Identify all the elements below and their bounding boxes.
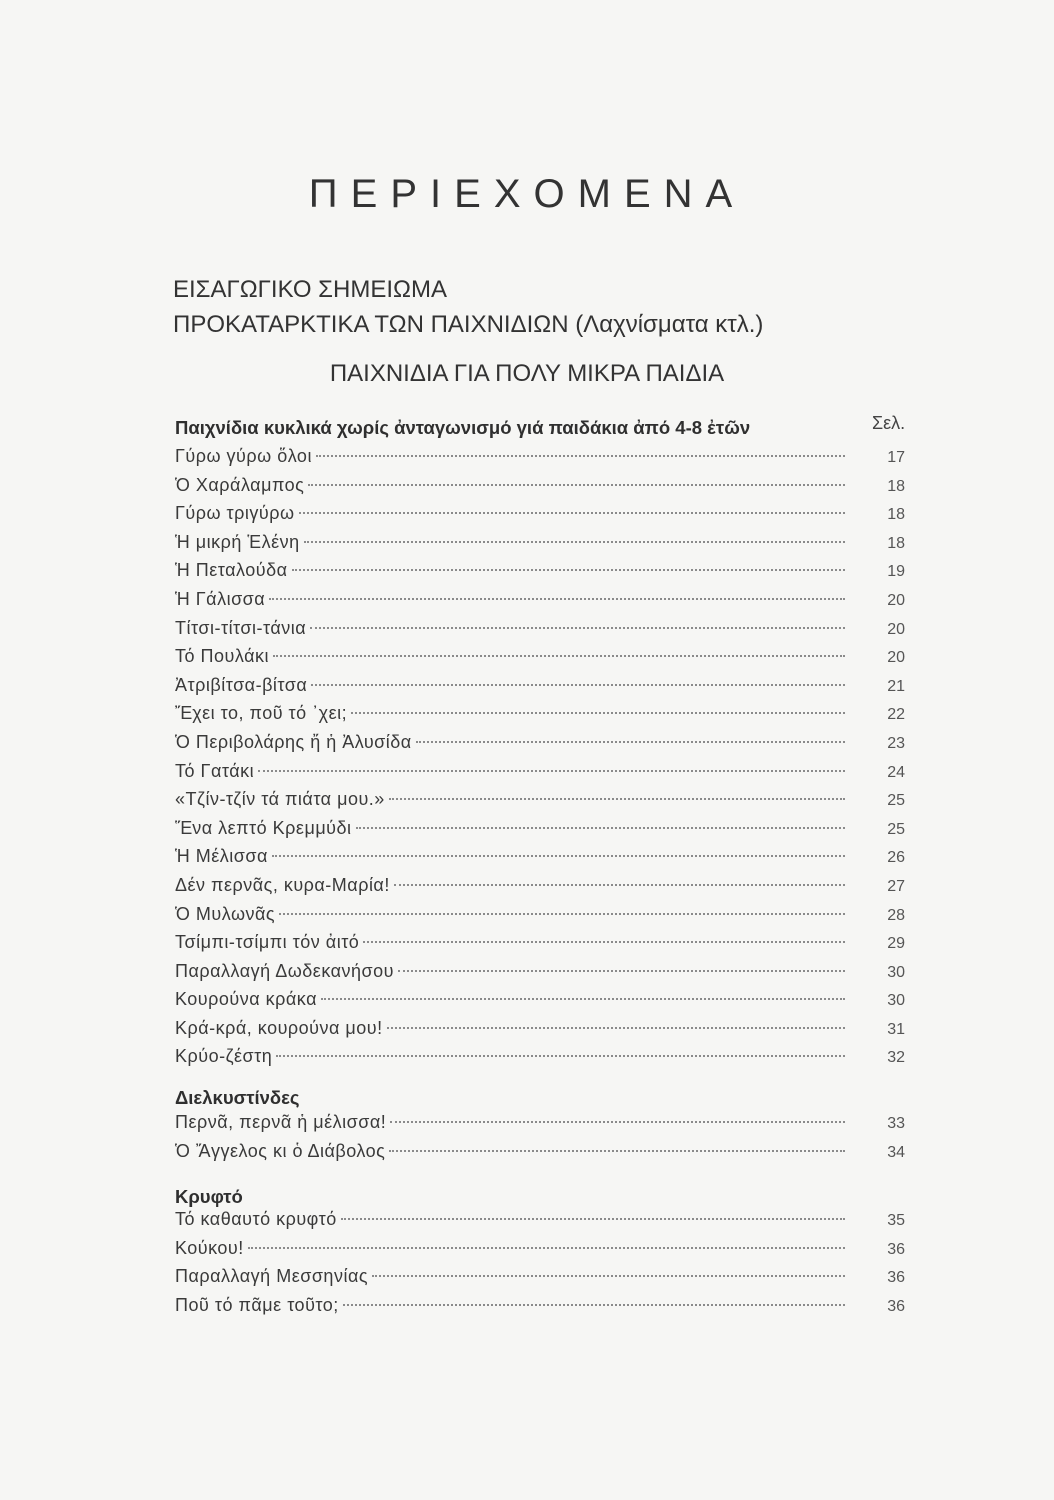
toc-entry-title: Ὁ Περιβολάρης ἤ ἡ Ἀλυσίδα: [175, 731, 412, 752]
toc-entry-title: Τίτσι-τίτσι-τάνια: [175, 617, 307, 638]
toc-entry-title: Κούκου!: [175, 1237, 244, 1258]
page-column-label: Σελ.: [872, 413, 906, 433]
toc-entry-title: Ποῦ τό πᾶμε τοῦτο;: [175, 1294, 339, 1315]
toc-entry-title: Γύρω γύρω ὅλοι: [175, 446, 312, 466]
toc-entry-title: Γύρω τριγύρω: [175, 503, 295, 524]
dot-leader: [390, 1121, 845, 1123]
dot-leader: [310, 627, 845, 629]
toc-entry: [175, 875, 915, 904]
toc-entry-page: 17: [887, 449, 905, 466]
toc-entry-page: 30: [887, 992, 905, 1010]
toc-entry: [175, 475, 915, 504]
dot-leader: [372, 1275, 845, 1277]
preliminaries-heading: ΠΡΟΚΑΤΑΡΚΤΙΚΑ ΤΩΝ ΠΑΙΧΝΙΔΙΩΝ (Λαχνίσματα κτλ.): [173, 311, 764, 338]
toc-entry-page: 26: [887, 849, 905, 867]
dot-leader: [387, 1027, 845, 1029]
toc-list-tug-of-war: [175, 1112, 915, 1169]
dot-leader: [394, 884, 845, 886]
toc-entry-page: 25: [887, 820, 905, 838]
toc-entry: [175, 560, 915, 589]
toc-entry: [175, 1238, 915, 1267]
toc-list-hide-and-seek: [175, 1209, 915, 1323]
toc-entry-title: Ἡ Πεταλούδα: [175, 560, 288, 581]
dot-leader: [416, 741, 845, 743]
toc-entry-page: 33: [887, 1115, 905, 1132]
dot-leader: [299, 512, 845, 514]
toc-entry-page: 36: [887, 1297, 905, 1315]
toc-entry-title: Ἡ Μέλισσα: [175, 846, 268, 867]
section-heading: ΠΑΙΧΝΙΔΙΑ ΓΙΑ ΠΟΛΥ ΜΙΚΡΑ ΠΑΙΔΙΑ: [329, 360, 725, 387]
toc-entry-page: 36: [887, 1240, 905, 1258]
dot-leader: [308, 484, 845, 486]
toc-entry: [175, 1018, 915, 1047]
toc-entry-page: 22: [887, 706, 905, 724]
toc-entry: [175, 961, 915, 990]
dot-leader: [316, 455, 845, 457]
toc-list-circle-games: [175, 446, 915, 1075]
toc-entry-page: 23: [887, 734, 905, 752]
toc-entry-page: 18: [887, 477, 905, 495]
dot-leader: [272, 855, 845, 857]
toc-entry-page: 25: [887, 792, 905, 810]
toc-entry: [175, 789, 915, 818]
toc-entry: [175, 1112, 915, 1141]
dot-leader: [258, 770, 845, 772]
toc-entry: [175, 646, 915, 675]
dot-leader: [248, 1247, 845, 1249]
toc-entry: [175, 989, 915, 1018]
toc-entry: [175, 932, 915, 961]
toc-entry: [175, 1046, 915, 1075]
dot-leader: [311, 684, 845, 686]
toc-entry-title: Τό Γατάκι: [175, 760, 255, 781]
toc-entry: [175, 503, 915, 532]
toc-entry: [175, 589, 915, 618]
dot-leader: [351, 712, 845, 714]
toc-entry-title: Κρύο-ζέστη: [175, 1046, 273, 1067]
toc-entry-page: 20: [887, 649, 905, 667]
toc-entry-page: 24: [887, 763, 905, 781]
group-title-circle-games: Παιχνίδια κυκλικά χωρίς ἀνταγωνισμό γιά παιδάκια ἀπό 4-8 ἐτῶν: [175, 417, 751, 438]
toc-entry-page: 19: [887, 563, 905, 581]
dot-leader: [276, 1055, 845, 1057]
toc-entry-page: 18: [887, 506, 905, 524]
toc-entry-page: 28: [887, 906, 905, 924]
toc-entry-page: 18: [887, 534, 905, 552]
toc-entry-title: Ἕνα λεπτό Κρεμμύδι: [175, 817, 352, 838]
toc-entry-title: Ὁ Χαράλαμπος: [175, 474, 305, 495]
dot-leader: [304, 541, 845, 543]
toc-entry-page: 31: [887, 1020, 905, 1038]
toc-entry: [175, 1295, 915, 1324]
group-title-tug-of-war: Διελκυστίνδες: [175, 1087, 300, 1108]
toc-entry-page: 29: [887, 935, 905, 953]
toc-entry-title: Περνᾶ, περνᾶ ἡ μέλισσα!: [175, 1112, 387, 1132]
dot-leader: [356, 827, 845, 829]
toc-entry: [175, 1209, 915, 1238]
toc-entry-title: Ὁ Μυλωνᾶς: [175, 903, 276, 924]
toc-entry-title: Τσίμπι-τσίμπι τόν ἀιτό: [175, 932, 360, 953]
toc-entry-page: 27: [887, 877, 905, 895]
toc-entry-page: 20: [887, 620, 905, 638]
toc-entry-title: Ἡ μικρή Ἑλένη: [175, 531, 300, 552]
toc-entry: [175, 818, 915, 847]
toc-entry-page: 35: [887, 1212, 905, 1229]
toc-entry: [175, 532, 915, 561]
toc-entry-title: Ἡ Γάλισσα: [175, 588, 266, 609]
toc-entry: [175, 732, 915, 761]
toc-entry-title: Δέν περνᾶς, κυρα-Μαρία!: [175, 874, 390, 895]
toc-entry: [175, 904, 915, 933]
dot-leader: [343, 1304, 845, 1306]
dot-leader: [398, 970, 845, 972]
dot-leader: [341, 1218, 845, 1220]
dot-leader: [279, 913, 845, 915]
toc-entry-title: «Τζίν-τζίν τά πιάτα μου.»: [175, 789, 385, 810]
page-title: ΠΕΡΙΕΧΟΜΕΝΑ: [308, 172, 746, 216]
dot-leader: [292, 569, 845, 571]
toc-entry: [175, 1141, 915, 1170]
dot-leader: [269, 598, 845, 600]
toc-entry-page: 30: [887, 963, 905, 981]
toc-entry-page: 20: [887, 591, 905, 609]
dot-leader: [389, 1150, 845, 1152]
toc-entry-title: Ἔχει το, ποῦ τό ᾿χει;: [175, 703, 348, 724]
toc-entry-title: Παραλλαγή Μεσσηνίας: [175, 1266, 369, 1287]
toc-entry-page: 32: [887, 1049, 905, 1067]
group-title-hide-and-seek: Κρυφτό: [175, 1186, 243, 1207]
toc-entry-page: 21: [887, 677, 905, 695]
toc-entry-title: Κουρούνα κράκα: [175, 989, 317, 1010]
toc-entry-title: Κρά-κρά, κουρούνα μου!: [175, 1017, 383, 1038]
toc-entry: [175, 761, 915, 790]
dot-leader: [273, 655, 845, 657]
toc-entry-page: 36: [887, 1269, 905, 1287]
toc-entry-page: 34: [887, 1143, 905, 1161]
toc-entry: [175, 675, 915, 704]
toc-entry-title: Παραλλαγή Δωδεκανήσου: [175, 960, 394, 981]
toc-entry: [175, 618, 915, 647]
toc-entry: [175, 446, 915, 475]
intro-heading: ΕΙΣΑΓΩΓΙΚΟ ΣΗΜΕΙΩΜΑ: [173, 276, 447, 303]
toc-entry-title: Τό καθαυτό κρυφτό: [175, 1209, 337, 1229]
dot-leader: [363, 941, 845, 943]
toc-entry-title: Ἀτριβίτσα-βίτσα: [175, 674, 308, 695]
dot-leader: [389, 798, 845, 800]
dot-leader: [321, 998, 845, 1000]
toc-entry-title: Τό Πουλάκι: [175, 646, 270, 667]
toc-entry-title: Ὁ Ἄγγελος κι ὁ Διάβολος: [175, 1140, 386, 1161]
toc-entry: [175, 703, 915, 732]
toc-entry: [175, 846, 915, 875]
toc-entry: [175, 1266, 915, 1295]
